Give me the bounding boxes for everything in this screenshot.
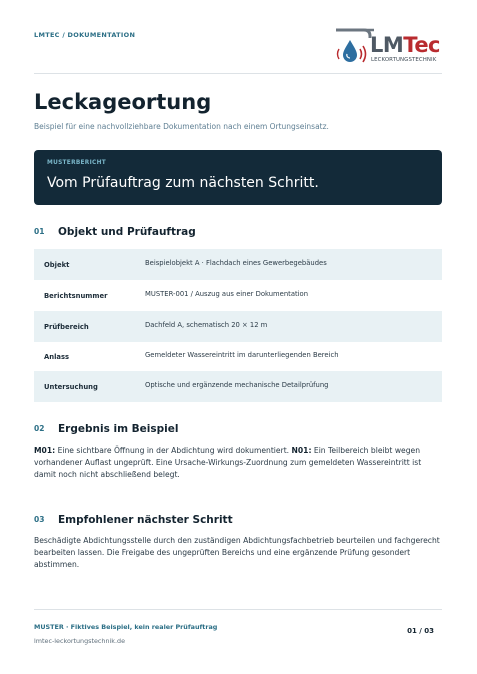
page-header xyxy=(34,22,442,72)
section-title: Objekt und Prüfauftrag xyxy=(58,226,196,238)
section-title: Ergebnis im Beispiel xyxy=(58,423,179,435)
banner-headline: Vom Prüfauftrag zum nächsten Schritt. xyxy=(47,175,319,191)
row-value: MUSTER-001 / Auszug aus einer Dokumentation xyxy=(145,290,309,298)
table-row xyxy=(34,371,442,402)
page-title: Leckageortung xyxy=(34,90,212,114)
page-number: 01 / 03 xyxy=(407,627,434,635)
footer-url[interactable]: lmtec-leckortungstechnik.de xyxy=(34,637,126,645)
row-label: Prüfbereich xyxy=(44,323,89,331)
banner-kicker: MUSTERBERICHT xyxy=(47,160,106,166)
section-number: 03 xyxy=(34,515,45,524)
document-page xyxy=(34,0,442,674)
footer-note: MUSTER · Fiktives Beispiel, kein realer Prüfauftrag xyxy=(34,623,218,631)
header-divider xyxy=(34,73,442,74)
result-paragraph: M01: Eine sichtbare Öffnung in der Abdichtung wird dokumentiert. N01: Ein Teilbereich bleibt wegen vorhandener Auflast ungeprüft. Eine Ursache-Wirkungs-Zuordnung zum gemeldeten Wassereintritt ist damit noch nicht abschließend belegt. xyxy=(34,446,422,479)
row-label: Anlass xyxy=(44,353,70,361)
row-value: Beispielobjekt A · Flachdach eines Gewerbegebäudes xyxy=(145,259,327,267)
breadcrumb: LMTEC / DOKUMENTATION xyxy=(34,31,136,39)
section-title: Empfohlener nächster Schritt xyxy=(58,514,233,526)
logo-wordmark: LMTec xyxy=(370,33,441,57)
row-label: Untersuchung xyxy=(44,383,98,391)
table-row xyxy=(34,280,442,311)
page-subtitle: Beispiel für eine nachvollziehbare Dokumentation nach einem Ortungseinsatz. xyxy=(34,122,329,131)
footer-divider xyxy=(34,609,442,610)
row-value: Optische und ergänzende mechanische Detailprüfung xyxy=(145,381,329,389)
section-number: 02 xyxy=(34,424,45,433)
row-label: Objekt xyxy=(44,261,70,269)
row-value: Gemeldeter Wassereintritt im darunterliegenden Bereich xyxy=(145,351,339,359)
table-row xyxy=(34,341,442,372)
next-step-paragraph: Beschädigte Abdichtungsstelle durch den zuständigen Abdichtungsfachbetrieb beurteilen und fachgerecht bearbeiten lassen. Die Freigabe des ungeprüften Bereichs und eine ergänzende Prüfung gesondert abstimmen. xyxy=(34,536,440,569)
summary-banner xyxy=(34,150,442,205)
row-value: Dachfeld A, schematisch 20 × 12 m xyxy=(145,321,268,329)
row-label: Berichtsnummer xyxy=(44,292,108,300)
logo-drop-icon xyxy=(334,24,374,70)
company-logo xyxy=(334,24,442,70)
table-row xyxy=(34,311,442,342)
logo-tagline: LECKORTUNGSTECHNIK xyxy=(371,57,437,63)
section-number: 01 xyxy=(34,227,45,236)
table-row xyxy=(34,249,442,280)
